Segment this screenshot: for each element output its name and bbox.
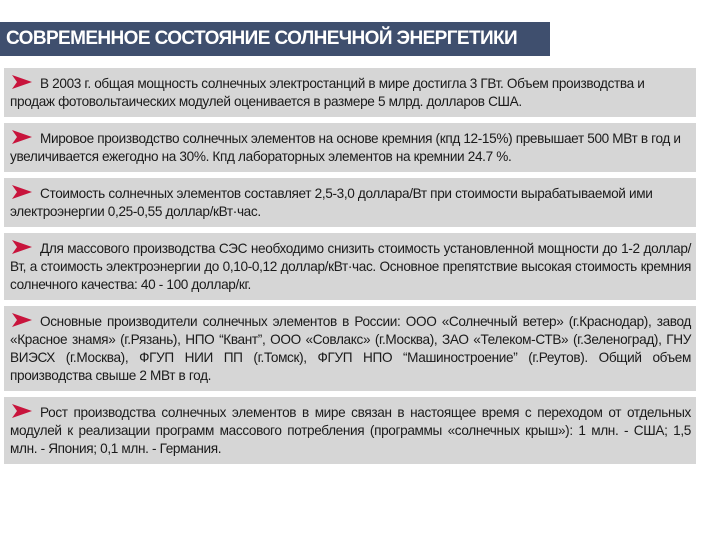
list-item-2 <box>4 123 696 172</box>
list-item-6 <box>4 397 696 464</box>
page-title: СОВРЕМЕННОЕ СОСТОЯНИЕ СОЛНЕЧНОЙ ЭНЕРГЕТИКИ <box>0 22 550 56</box>
list-item-4 <box>4 233 696 300</box>
list-item-1 <box>4 68 696 117</box>
arrow-right-icon <box>10 74 36 90</box>
list-item-text: В 2003 г. общая мощность солнечных электростанций в мире достигла 3 ГВт. Объем производства и продаж фотовольтаических модулей оценивается в размере 5 млрд. долларов США. <box>10 76 645 109</box>
list-item-text: Стоимость солнечных элементов составляет 2,5-3,0 доллара/Вт при стоимости вырабатываемой ими электроэнергии 0,25-0,55 доллар/кВт·час. <box>10 186 653 219</box>
list-item-text: Мировое производство солнечных элементов на основе кремния (кпд 12-15%) превышает 500 МВт в год и увеличивается ежегодно на 30%. Кпд лабораторных элементов на кремнии 24.7 %. <box>10 131 681 164</box>
list-item-3 <box>4 178 696 227</box>
arrow-right-icon <box>10 312 36 328</box>
list-item-5 <box>4 306 696 391</box>
list-item-text: Рост производства солнечных элементов в мире связан в настоящее время с переходом от отдельных модулей к реализации программ массового потребления (программы «солнечных крыш»): 1 млн. - США; 1,5 млн. - Япония; 0,1 млн. - Германия. <box>10 405 691 456</box>
arrow-right-icon <box>10 129 36 145</box>
arrow-right-icon <box>10 184 36 200</box>
arrow-right-icon <box>10 239 36 255</box>
content-list <box>4 68 696 470</box>
list-item-text: Основные производители солнечных элементов в России: ООО «Солнечный ветер» (г.Краснодар), завод «Красное знамя» (г.Рязань), НПО “Квант”, ООО «Совлакс» (г.Москва), ЗАО «Телеком-СТВ» (г.Зеленоград), ГНУ ВИЭСХ (г.Москва), ФГУП НИИ ПП (г.Томск), ФГУП НПО “Машиностроение” (г.Реутов). Общий объем производства свыше 2 МВт в год. <box>10 314 691 383</box>
arrow-right-icon <box>10 403 36 419</box>
list-item-text: Для массового производства СЭС необходимо снизить стоимость установленной мощности до 1-2 доллар/Вт, а стоимость электроэнергии до 0,10-0,12 доллар/кВт·час. Основное препятствие высокая стоимость кремния солнечного качества: 40 - 100 доллар/кг. <box>10 241 691 292</box>
